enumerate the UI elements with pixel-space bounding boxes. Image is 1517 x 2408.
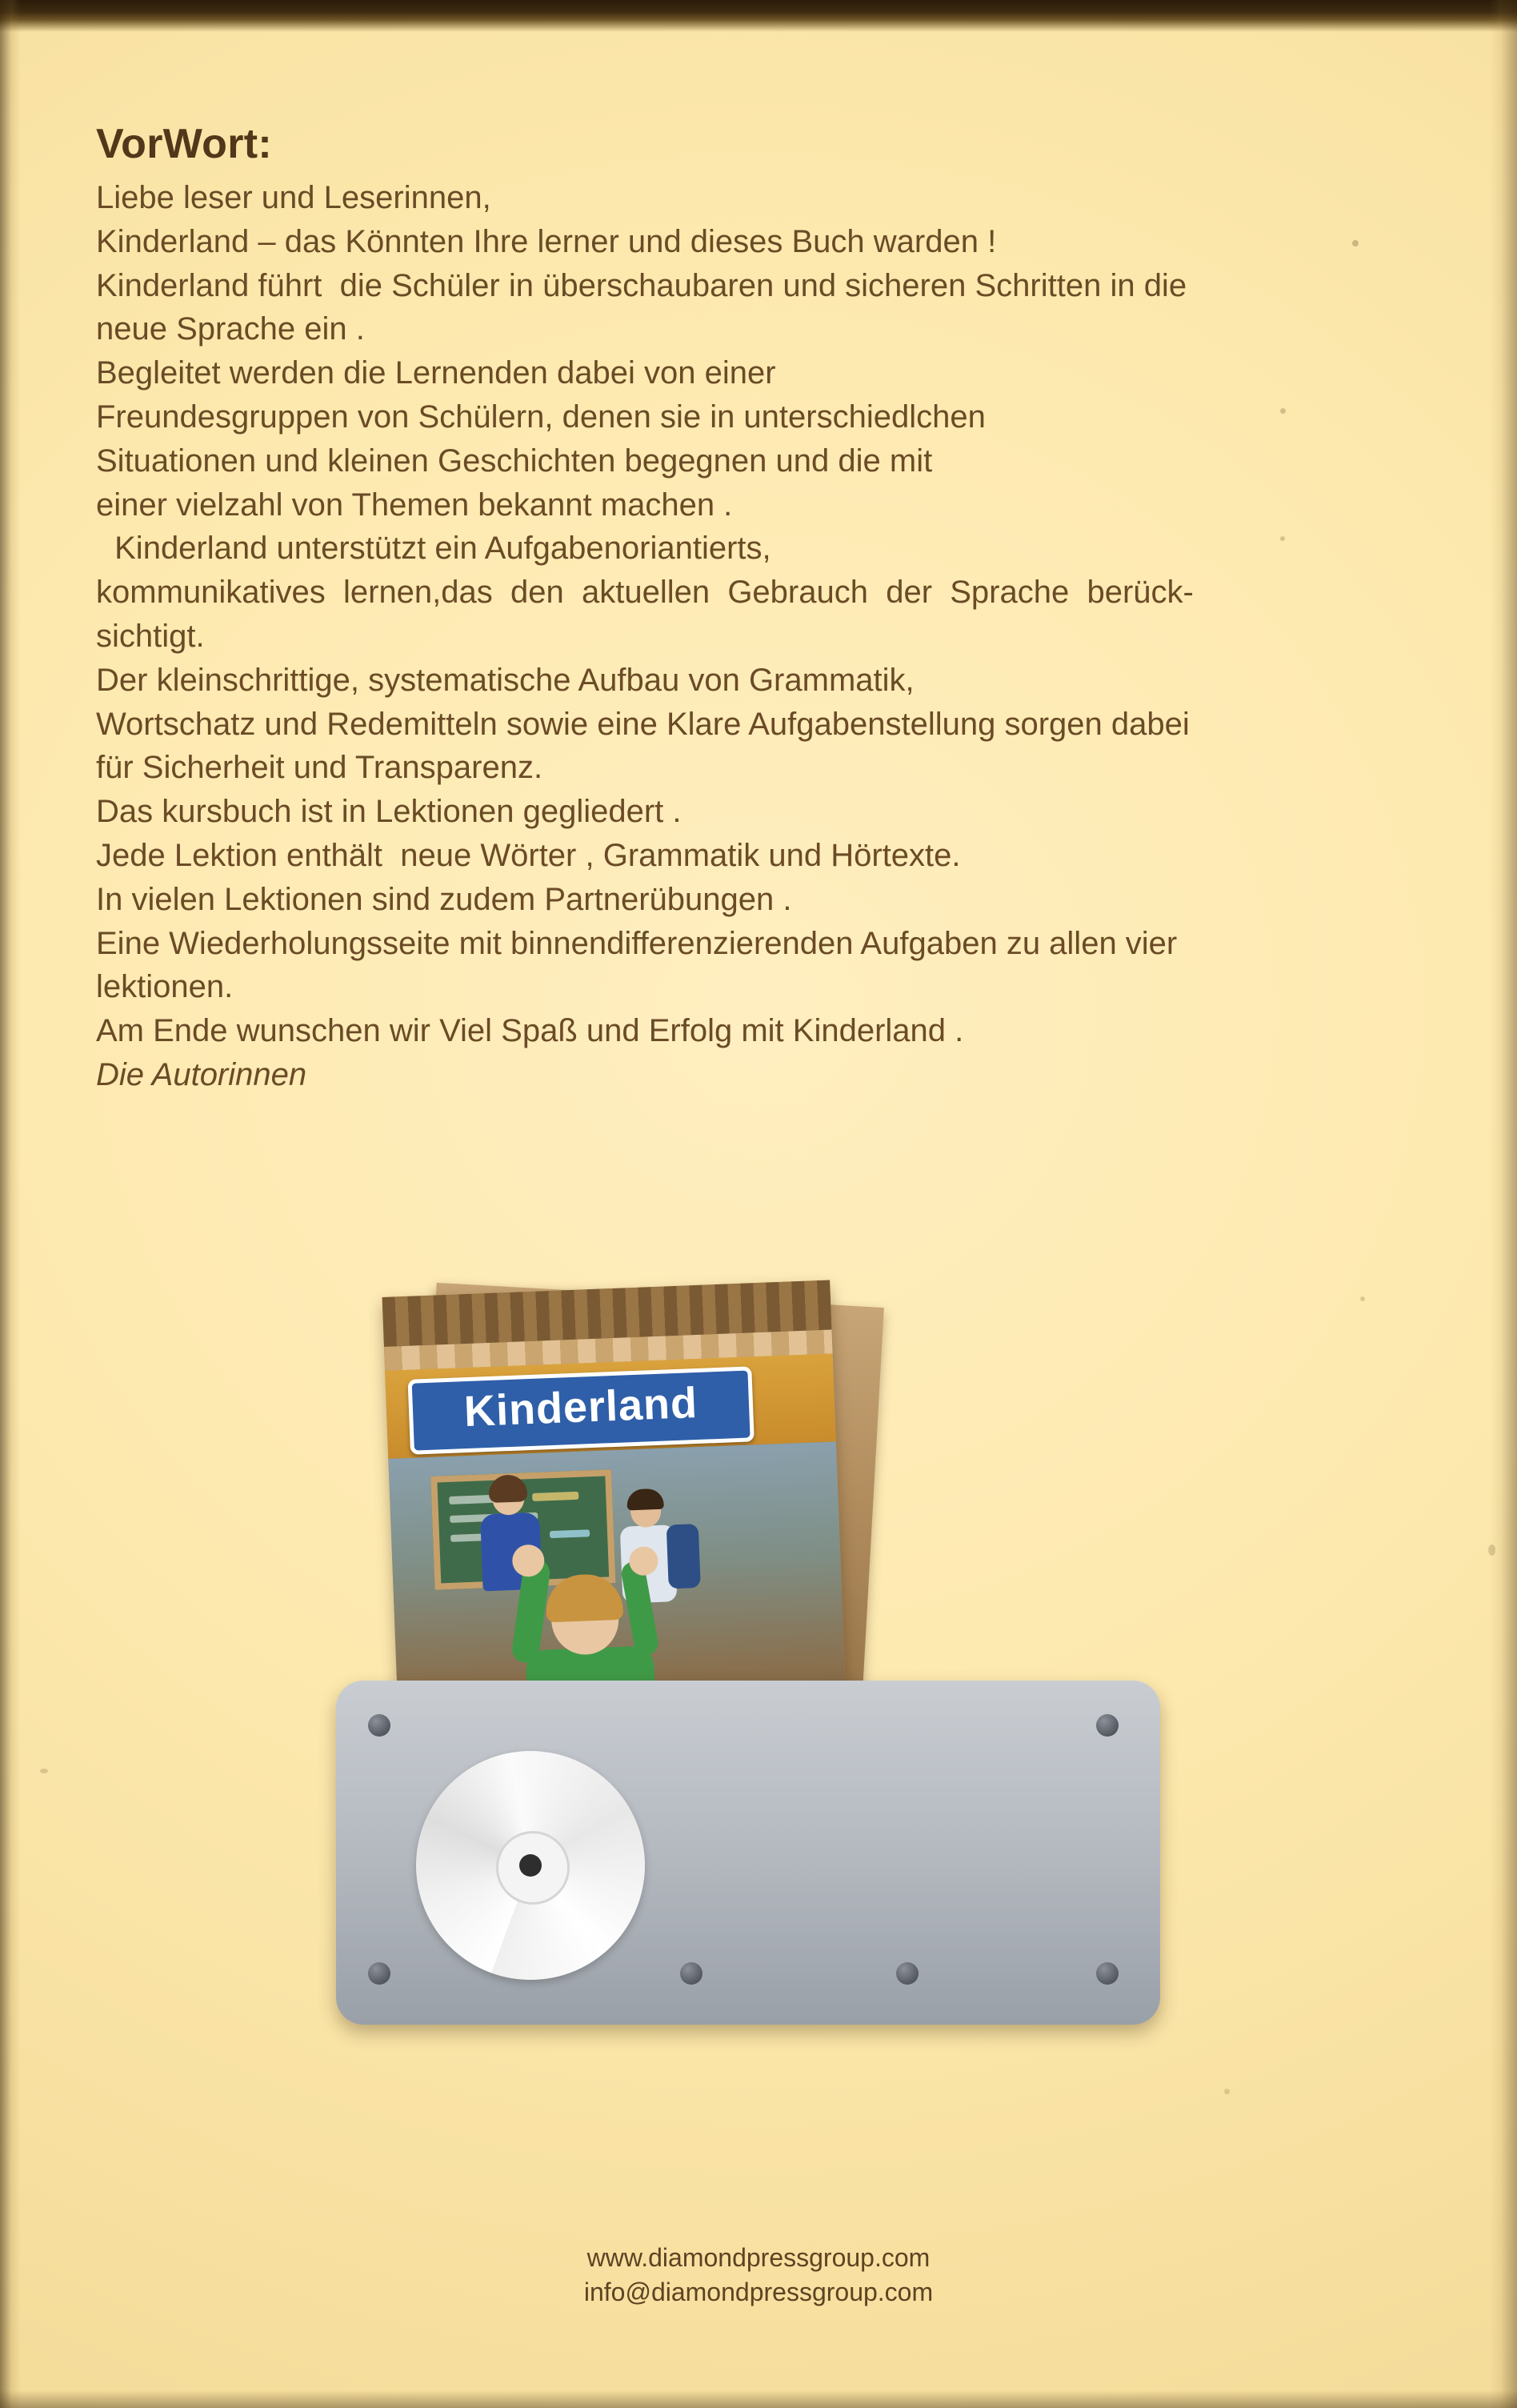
preface-line: für Sicherheit und Transparenz. — [96, 750, 543, 786]
screw-icon — [368, 1962, 390, 1985]
preface-line: Situationen und kleinen Geschichten begegnen und die mit — [96, 443, 933, 479]
right-edge-shadow — [1490, 0, 1517, 2408]
publisher-email[interactable]: info@diamondpressgroup.com — [583, 2278, 934, 2307]
board-scribble — [550, 1529, 590, 1538]
preface-line: sichtigt. — [96, 618, 205, 654]
product-image — [336, 1280, 1160, 2025]
page-title: VorWort: — [96, 121, 272, 167]
bottom-edge-shadow — [0, 2390, 1517, 2408]
preface-line: einer vielzahl von Themen bekannt machen . — [96, 487, 733, 523]
preface-text-block — [96, 120, 1424, 1097]
paper-blotch — [1224, 2089, 1230, 2094]
audio-cd-disc — [416, 1751, 645, 1980]
preface-line: Wortschatz und Redemitteln sowie eine Klare Aufgabenstellung sorgen dabei — [96, 706, 1190, 742]
preface-line: kommunikatives lernen,das den aktuellen Gebrauch der Sprache berück- — [96, 575, 1194, 611]
preface-line: lektionen. — [96, 969, 234, 1005]
screw-icon — [896, 1962, 919, 1985]
left-edge-shadow — [0, 0, 21, 2408]
cd-center-hole — [519, 1854, 542, 1877]
top-edge-shadow — [0, 0, 1517, 32]
screw-icon — [1096, 1962, 1119, 1985]
preface-line: neue Sprache ein . — [96, 311, 365, 347]
preface-line: Liebe leser und Leserinnen, — [96, 180, 491, 215]
paper-blotch — [1360, 1296, 1365, 1301]
screw-icon — [1096, 1714, 1119, 1737]
preface-line: Jede Lektion enthält neue Wörter , Grammatik und Hörtexte. — [96, 837, 961, 873]
preface-line: Freundesgruppen von Schülern, denen sie in unterschiedlchen — [96, 399, 986, 435]
cd-case — [336, 1681, 1160, 2025]
board-scribble — [532, 1492, 578, 1501]
preface-line: Der kleinschrittige, systematische Aufbau von Grammatik, — [96, 662, 915, 698]
screw-icon — [368, 1714, 390, 1737]
preface-line: Kinderland unterstützt ein Aufgabenoriantierts, — [106, 531, 771, 567]
author-signature: Die Autorinnen — [96, 1056, 307, 1092]
standing-student-hair — [626, 1488, 664, 1511]
preface-line: Kinderland – das Könnten Ihre lerner und dieses Buch warden ! — [96, 223, 997, 259]
cover-title: Kinderland — [408, 1366, 754, 1454]
preface-line: In vielen Lektionen sind zudem Partnerübungen . — [96, 881, 792, 917]
preface-line: Das kursbuch ist in Lektionen gegliedert . — [96, 794, 682, 830]
publisher-website[interactable]: www.diamondpressgroup.com — [586, 2243, 931, 2272]
preface-line: Kinderland führt die Schüler in überschaubaren und sicheren Schritten in die — [96, 267, 1187, 303]
screw-icon — [680, 1962, 702, 1985]
preface-line: Eine Wiederholungsseite mit binnendifferenzierenden Aufgaben zu allen vier — [96, 925, 1178, 961]
paper-blotch — [40, 1769, 48, 1773]
publisher-contact — [0, 2241, 1517, 2310]
backpack — [666, 1524, 701, 1589]
preface-line: Begleitet werden die Lernenden dabei von einer — [96, 355, 776, 391]
preface-line: Am Ende wunschen wir Viel Spaß und Erfolg mit Kinderland . — [96, 1013, 964, 1049]
